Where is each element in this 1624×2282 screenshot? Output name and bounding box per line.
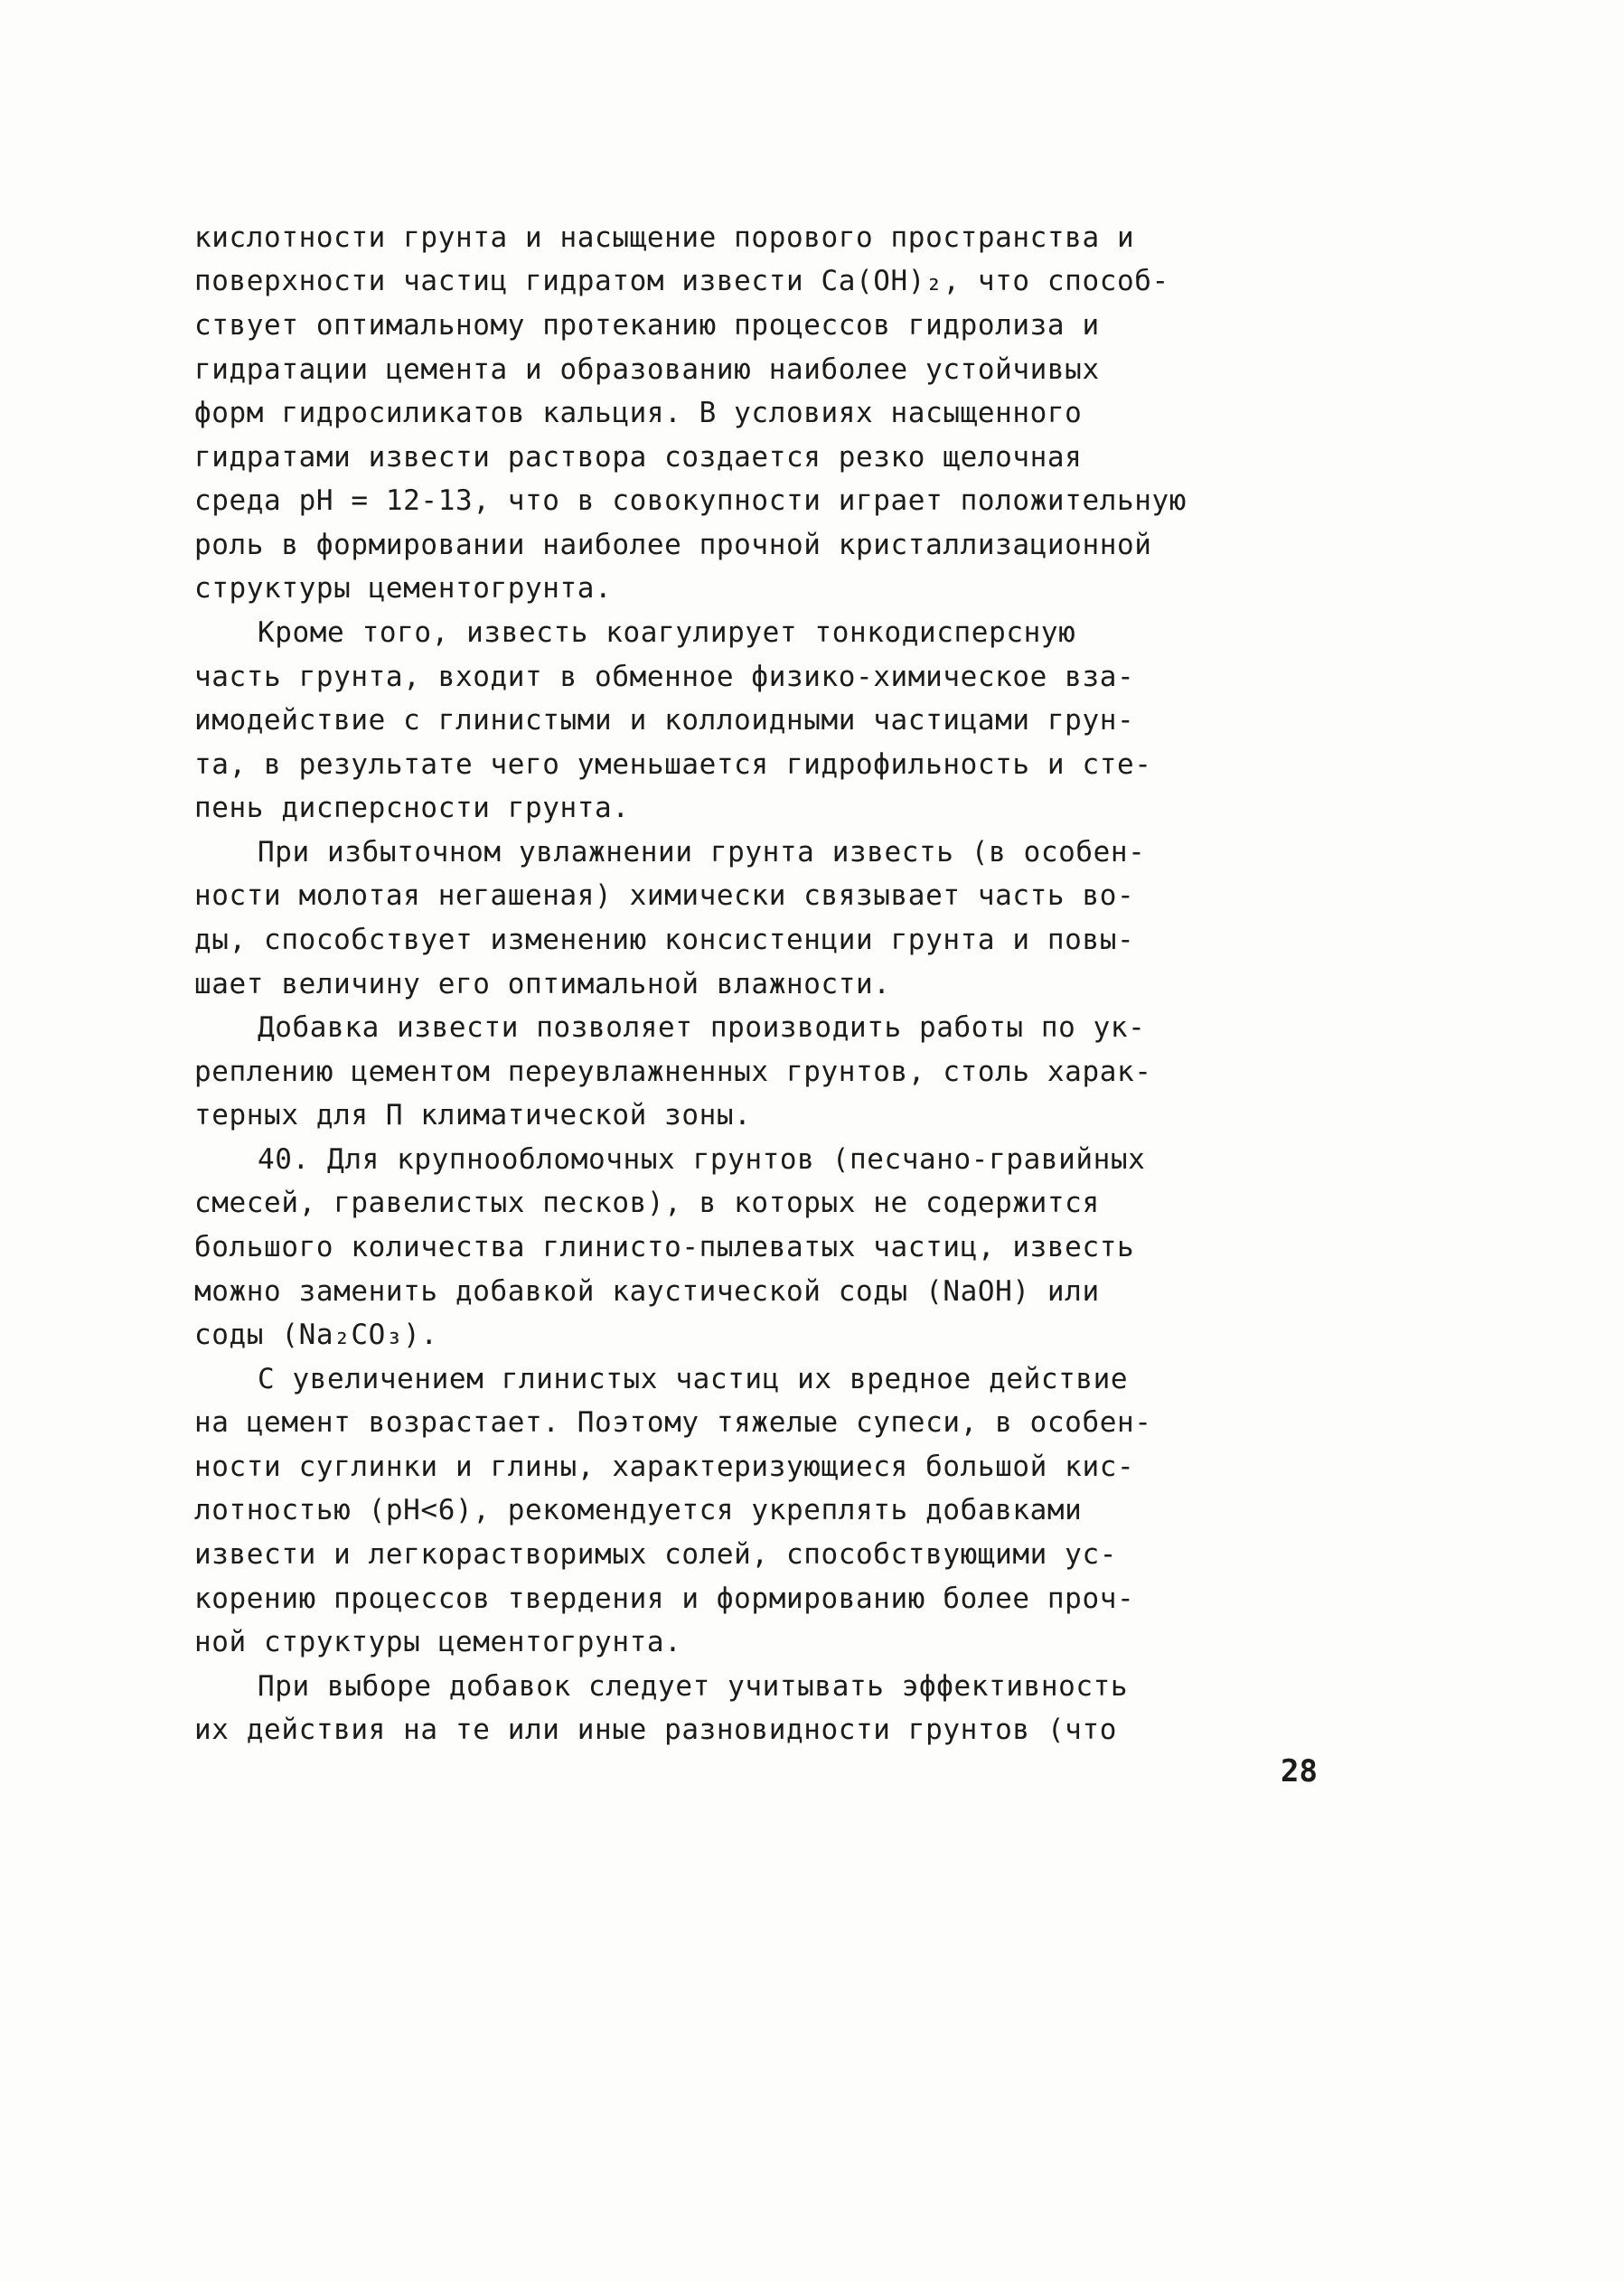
text-line: та, в результате чего уменьшается гидрофильность и сте- (194, 748, 1152, 781)
text-line: реплению цементом переувлажненных грунтов, столь харак- (194, 1056, 1152, 1088)
text-line: При выборе добавок следует учитывать эффективность (258, 1670, 1129, 1703)
text-line: форм гидросиликатов кальция. В условиях насыщенного (194, 397, 1083, 429)
text-line: ствует оптимальному протеканию процессов гидролиза и (194, 309, 1100, 342)
text-line: корению процессов твердения и формированию более проч- (194, 1582, 1135, 1615)
text-line: гидратами извести раствора создается резко щелочная (194, 441, 1083, 474)
text-line: лотностью (pH<6), рекомендуется укреплять добавками (194, 1494, 1083, 1526)
text-line: кислотности грунта и насыщение порового пространства и (194, 221, 1135, 254)
text-line: роль в формировании наиболее прочной кристаллизационной (194, 529, 1152, 561)
text-line: терных для П климатической зоны. (194, 1099, 752, 1132)
text-line: часть грунта, входит в обменное физико-химическое вза- (194, 661, 1135, 693)
text-line: ности молотая негашеная) химически связывает часть во- (194, 879, 1135, 912)
text-line: поверхности частиц гидратом извести Ca(OH)₂, что способ- (194, 265, 1169, 297)
text-line: Кроме того, известь коагулирует тонкодисперсную (258, 616, 1076, 649)
text-line: 40. Для крупнообломочных грунтов (песчано-гравийных (258, 1143, 1146, 1176)
text-line: смесей, гравелистых песков), в которых не содержится (194, 1187, 1100, 1219)
text-line: пень дисперсности грунта. (194, 792, 630, 824)
text-line: структуры цементогрунта. (194, 572, 613, 605)
text-line: С увеличением глинистых частиц их вредное действие (258, 1363, 1129, 1395)
text-line: При избыточном увлажнении грунта известь (в особен- (258, 836, 1146, 869)
text-line: ной структуры цементогрунта. (194, 1626, 682, 1658)
text-line: имодействие с глинистыми и коллоидными частицами грун- (194, 704, 1135, 737)
text-line: Добавка извести позволяет производить работы по ук- (258, 1011, 1146, 1044)
text-line: можно заменить добавкой каустической соды (NaOH) или (194, 1275, 1100, 1308)
text-line: среда pH = 12-13, что в совокупности играет положительную (194, 484, 1187, 517)
text-line: большого количества глинисто-пылеватых частиц, известь (194, 1231, 1135, 1263)
page-number: 28 (1281, 1753, 1318, 1789)
text-line: шает величину его оптимальной влажности. (194, 968, 891, 1000)
text-line: извести и легкорастворимых солей, способствующими ус- (194, 1538, 1117, 1571)
text-line: их действия на те или иные разновидности грунтов (что (194, 1714, 1117, 1746)
text-line: ды, способствует изменению консистенции грунта и повы- (194, 924, 1135, 956)
text-line: на цемент возрастает. Поэтому тяжелые супеси, в особен- (194, 1406, 1152, 1439)
text-line: соды (Na₂CO₃). (194, 1319, 438, 1351)
text-line: ности суглинки и глины, характеризующиеся большой кис- (194, 1451, 1135, 1483)
text-line: гидратации цемента и образованию наиболее устойчивых (194, 353, 1100, 386)
